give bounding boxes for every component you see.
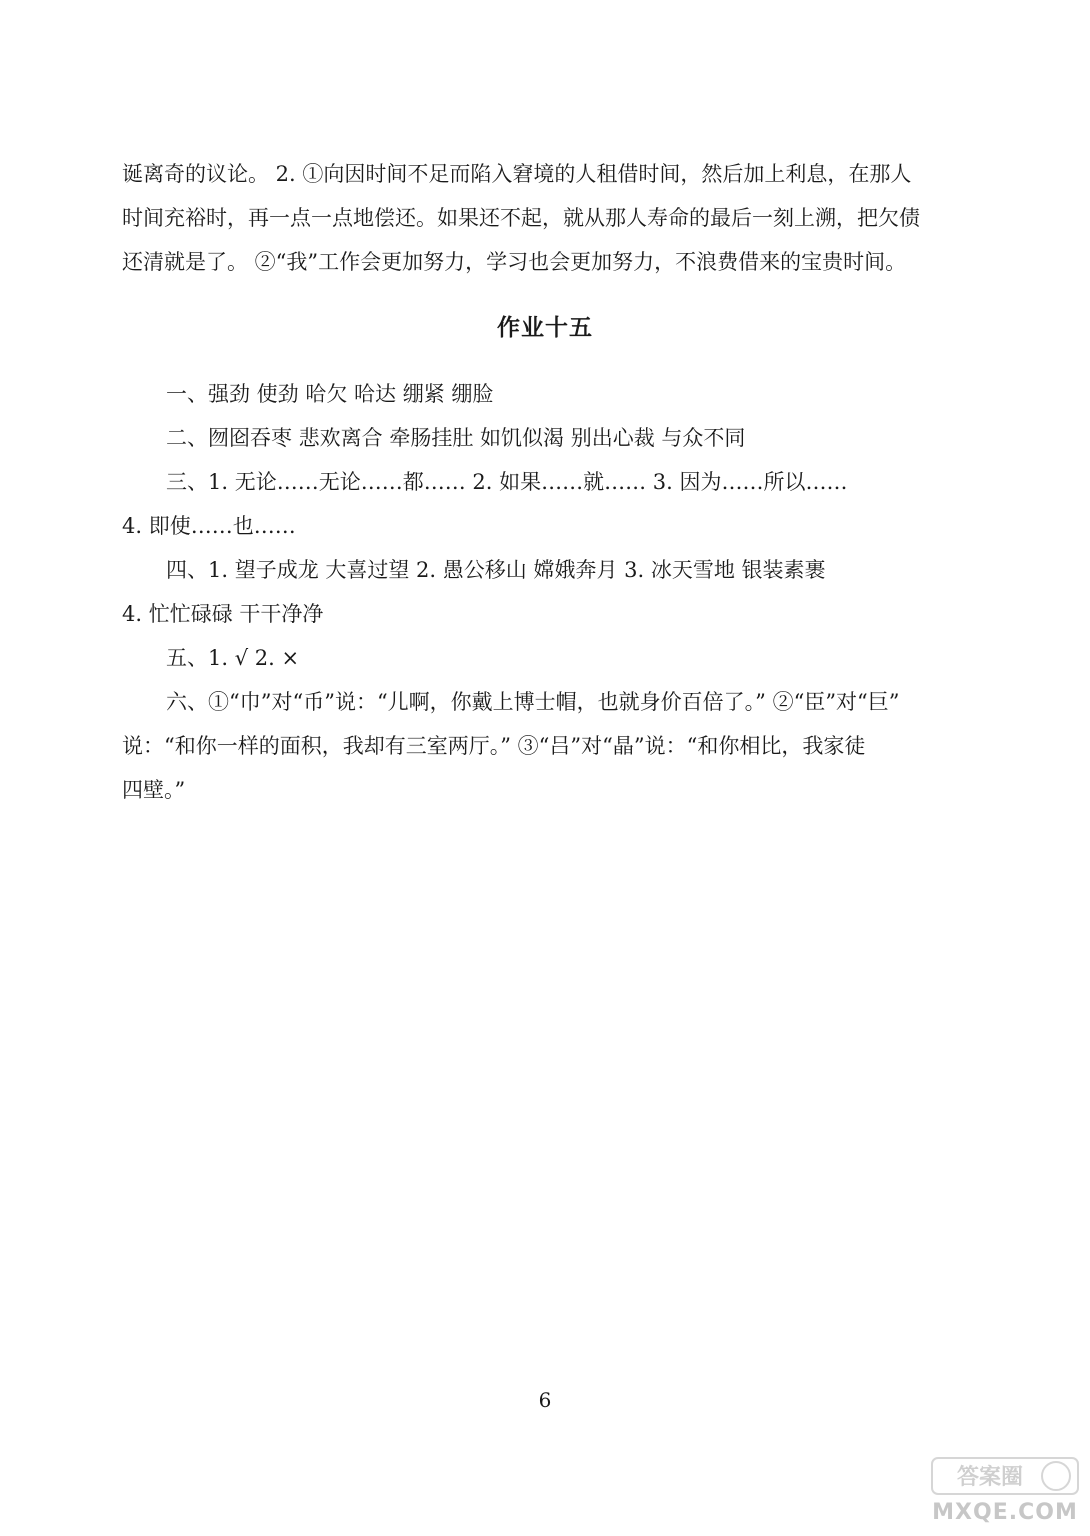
answer-q4-line1: 四、1. 望子成龙 大喜过望 2. 愚公移山 嫦娥奔月 3. 冰天雪地 银装素裹 (166, 558, 826, 582)
section-title: 作业十五 (497, 315, 593, 341)
answer-q5: 五、1. √ 2. × (166, 646, 300, 670)
answer-list (122, 372, 962, 812)
answer-q6-line1: 六、①“巾”对“币”说：“儿啊，你戴上博士帽，也就身价百倍了。” ②“臣”对“巨” (166, 690, 900, 714)
watermark (930, 1456, 1080, 1528)
answer-q3-line2: 4. 即使……也…… (122, 514, 296, 538)
watermark-url: MXQE.COM (932, 1500, 1078, 1525)
answer-q2: 二、囫囵吞枣 悲欢离合 牵肠挂肚 如饥似渴 别出心裁 与众不同 (166, 426, 746, 450)
page-number: 6 (538, 1388, 552, 1412)
answer-q1: 一、强劲 使劲 哈欠 哈达 绷紧 绷脸 (166, 382, 494, 406)
answer-q4-line2: 4. 忙忙碌碌 干干净净 (122, 602, 324, 626)
paragraph-line: 还清就是了。 ②“我”工作会更加努力，学习也会更加努力，不浪费借来的宝贵时间。 (122, 250, 907, 274)
answer-q3-line1: 三、1. 无论……无论……都…… 2. 如果……就…… 3. 因为……所以…… (166, 470, 848, 494)
paragraph-line: 时间充裕时，再一点一点地偿还。如果还不起，就从那人寿命的最后一刻上溯，把欠债 (122, 206, 920, 230)
answer-q6-line2: 说：“和你一样的面积，我却有三室两厅。” ③“吕”对“晶”说：“和你相比，我家徒 (122, 734, 866, 758)
answer-q6-line3: 四壁。” (122, 778, 186, 802)
watermark-logo-text: 答案圈 (956, 1465, 1024, 1490)
watermark-logo-icon (930, 1456, 1080, 1496)
continued-answer-paragraph (122, 152, 962, 284)
paragraph-line: 诞离奇的议论。 2. ①向因时间不足而陷入窘境的人租借时间，然后加上利息，在那人 (122, 162, 912, 186)
